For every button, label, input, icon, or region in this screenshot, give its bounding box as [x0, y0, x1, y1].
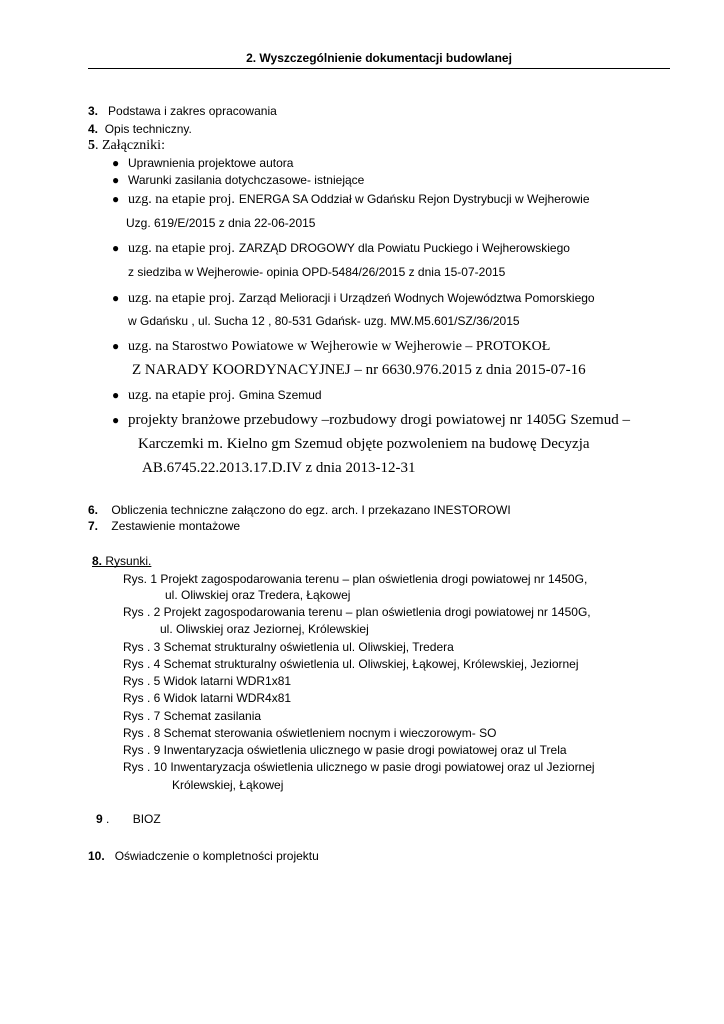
attachment-7: ● uzg. na etapie proj. Gmina Szemud: [112, 388, 322, 403]
attachment-6: ● uzg. na Starostwo Powiatowe w Wejherowie w Wejherowie – PROTOKOŁ: [112, 339, 551, 354]
attachment-8: ● projekty branżowe przebudowy –rozbudowy drogi powiatowej nr 1405G Szemud –: [112, 412, 630, 428]
item-5: 5. Załączniki:: [88, 138, 165, 153]
drawing-7: Rys . 7 Schemat zasilania: [123, 709, 262, 723]
attachment-4-cont: z siedziba w Wejherowie- opinia OPD-5484/26/2015 z dnia 15-07-2015: [128, 265, 506, 279]
drawing-10: Rys . 10 Inwentaryzacja oświetlenia ulicznego w pasie drogi powiatowej oraz ul Jeziornej: [123, 760, 595, 774]
drawing-3: Rys . 3 Schemat strukturalny oświetlenia ul. Oliwskiej, Tredera: [123, 640, 454, 654]
attachment-2: ● Warunki zasilania dotychczasowe- istniejące: [112, 173, 365, 187]
header-rule: [88, 68, 670, 69]
attachment-3-cont: Uzg. 619/E/2015 z dnia 22-06-2015: [126, 216, 316, 230]
attachment-8-cont1: Karczemki m. Kielno gm Szemud objęte pozwoleniem na budowę Decyzja: [138, 436, 590, 452]
drawing-5: Rys . 5 Widok latarni WDR1x81: [123, 674, 292, 688]
page-header: 2. Wyszczególnienie dokumentacji budowlanej: [246, 51, 512, 65]
rysunki-underline: [92, 566, 122, 567]
attachment-6-cont: Z NARADY KOORDYNACYJNEJ – nr 6630.976.2015 z dnia 2015-07-16: [132, 362, 586, 378]
drawing-2-cont: ul. Oliwskiej oraz Jeziornej, Królewskiej: [160, 622, 369, 636]
drawing-8: Rys . 8 Schemat sterowania oświetleniem nocnym i wieczorowym- SO: [123, 726, 497, 740]
attachment-5: ● uzg. na etapie proj. Zarząd Melioracji i Urządzeń Wodnych Województwa Pomorskiego: [112, 291, 595, 306]
drawing-1: Rys. 1 Projekt zagospodarowania terenu – plan oświetlenia drogi powiatowej nr 1450G,: [123, 572, 588, 586]
item-6: 6. Obliczenia techniczne załączono do egz. arch. I przekazano INESTOROWI: [88, 503, 511, 517]
drawing-4: Rys . 4 Schemat strukturalny oświetlenia ul. Oliwskiej, Łąkowej, Królewskiej, Jeziornej: [123, 657, 579, 671]
item-3: 3. Podstawa i zakres opracowania: [88, 104, 277, 118]
attachment-4: ● uzg. na etapie proj. ZARZĄD DROGOWY dla Powiatu Puckiego i Wejherowskiego: [112, 241, 570, 256]
item-7: 7. Zestawienie montażowe: [88, 519, 241, 533]
drawing-6: Rys . 6 Widok latarni WDR4x81: [123, 691, 292, 705]
item-10: 10. Oświadczenie o kompletności projektu: [88, 849, 319, 863]
drawing-10-cont: Królewskiej, Łąkowej: [172, 778, 284, 792]
drawing-9: Rys . 9 Inwentaryzacja oświetlenia ulicznego w pasie drogi powiatowej oraz ul Trela: [123, 743, 567, 757]
item-8: 8. Rysunki.: [92, 554, 152, 568]
attachment-1: ● Uprawnienia projektowe autora: [112, 156, 294, 170]
item-9: 9 . BIOZ: [96, 812, 161, 826]
attachment-8-cont2: AB.6745.22.2013.17.D.IV z dnia 2013-12-31: [142, 460, 416, 476]
drawing-2: Rys . 2 Projekt zagospodarowania terenu – plan oświetlenia drogi powiatowej nr 1450G,: [123, 605, 591, 619]
attachment-5-cont: w Gdańsku , ul. Sucha 12 , 80-531 Gdańsk- uzg. MW.M5.601/SZ/36/2015: [128, 314, 520, 328]
item-4: 4. Opis techniczny.: [88, 122, 192, 136]
attachment-3: ● uzg. na etapie proj. ENERGA SA Oddział w Gdańsku Rejon Dystrybucji w Wejherowie: [112, 192, 590, 207]
drawing-1-cont: ul. Oliwskiej oraz Tredera, Łąkowej: [165, 588, 351, 602]
